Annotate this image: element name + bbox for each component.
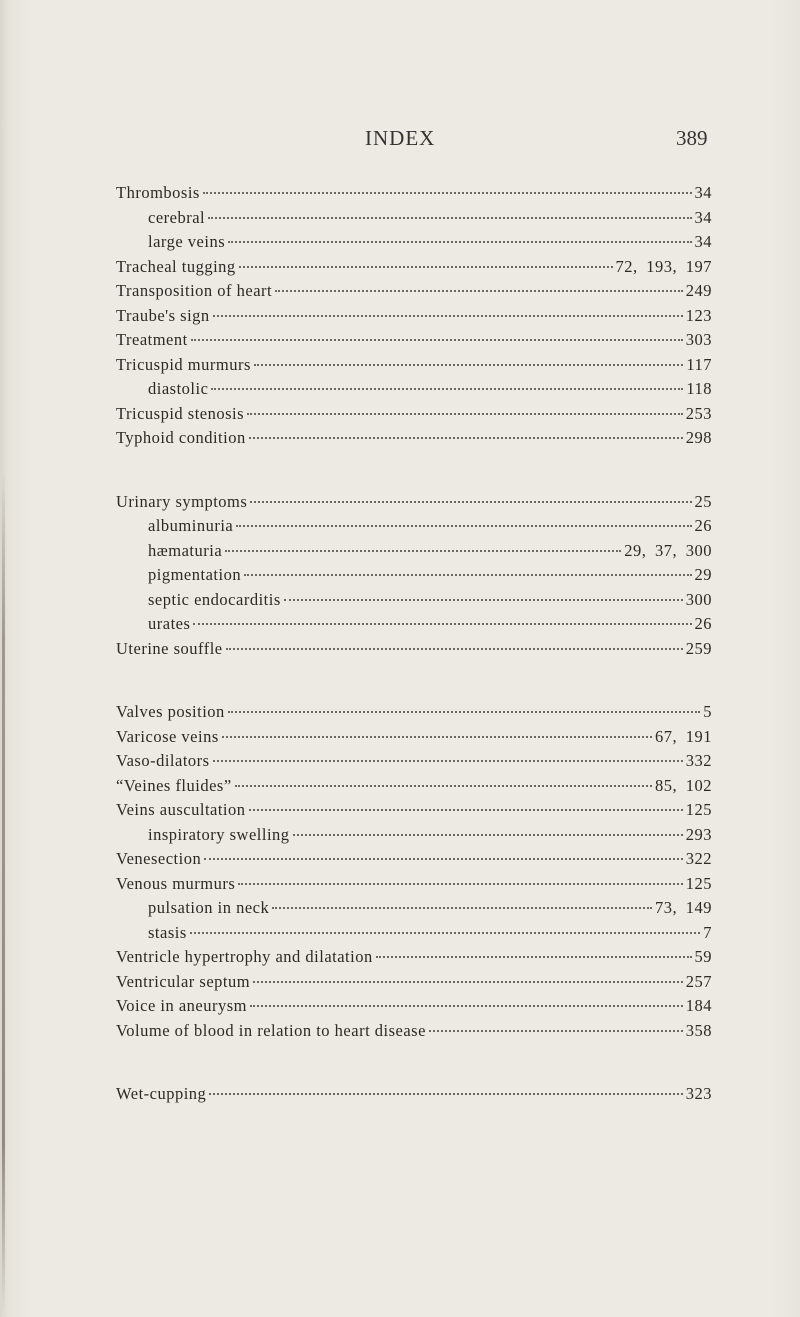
index-entry	[116, 751, 712, 776]
entry-pages: 125	[685, 800, 712, 819]
dot-leader	[254, 364, 683, 366]
entry-term: Voice in aneurysm	[116, 996, 248, 1015]
entry-pages: 257	[685, 971, 712, 991]
dot-leader	[190, 932, 700, 934]
entry-term: inspiratory swelling	[148, 824, 290, 844]
entry-pages: 34	[694, 232, 712, 251]
dot-leader	[244, 574, 691, 576]
index-entry	[116, 183, 712, 208]
index-subentry	[116, 898, 712, 923]
dot-leader	[204, 858, 683, 860]
index-group	[116, 1084, 712, 1109]
entry-pages: 29, 37, 300	[624, 540, 712, 560]
entry-pages: 34	[694, 207, 712, 227]
index-subentry	[116, 379, 712, 404]
entry-pages: 26	[694, 614, 712, 633]
index-list	[116, 183, 712, 1109]
dot-leader	[193, 623, 691, 625]
index-entry	[116, 849, 712, 874]
dot-leader	[228, 711, 700, 713]
entry-pages: 249	[685, 281, 712, 300]
dot-leader	[228, 241, 691, 243]
dot-leader	[211, 388, 683, 390]
entry-term: albuminuria	[148, 516, 234, 535]
index-subentry	[116, 590, 712, 615]
dot-leader	[249, 437, 683, 439]
index-subentry	[116, 614, 712, 639]
dot-leader	[236, 525, 691, 527]
entry-term: Treatment	[116, 330, 188, 349]
index-subentry	[116, 923, 712, 948]
entry-term: stasis	[148, 922, 187, 942]
dot-leader	[213, 760, 683, 762]
entry-pages: 322	[685, 849, 712, 868]
dot-leader	[275, 290, 683, 292]
index-entry	[116, 404, 712, 429]
index-group	[116, 183, 712, 453]
entry-pages: 300	[685, 589, 712, 609]
dot-leader	[247, 413, 683, 415]
dot-leader	[222, 736, 652, 738]
entry-term: pulsation in neck	[148, 898, 270, 917]
entry-pages: 332	[685, 751, 712, 770]
index-entry	[116, 257, 712, 282]
entry-term: diastolic	[148, 379, 209, 398]
entry-pages: 85, 102	[655, 775, 712, 795]
running-title: INDEX	[365, 126, 436, 150]
entry-term: Transposition of heart	[116, 281, 273, 300]
entry-term: pigmentation	[148, 565, 242, 584]
entry-pages: 358	[685, 1020, 712, 1040]
entry-term: large veins	[148, 232, 226, 251]
dot-leader	[235, 785, 652, 787]
entry-term: Varicose veins	[116, 726, 219, 746]
index-subentry	[116, 208, 712, 233]
entry-pages: 123	[685, 305, 712, 325]
dot-leader	[293, 834, 683, 836]
index-entry	[116, 776, 712, 801]
entry-term: Volume of blood in relation to heart disease	[116, 1020, 426, 1040]
entry-pages: 34	[694, 183, 712, 202]
index-subentry	[116, 541, 712, 566]
index-entry	[116, 492, 712, 517]
entry-term: Veins auscultation	[116, 800, 246, 819]
dot-leader	[238, 883, 682, 885]
index-entry	[116, 727, 712, 752]
dot-leader	[225, 550, 621, 552]
entry-term: Wet-cupping	[116, 1084, 207, 1103]
index-entry	[116, 428, 712, 453]
entry-term: urates	[148, 614, 191, 633]
entry-term: Traube's sign	[116, 305, 210, 325]
dot-leader	[239, 266, 613, 268]
entry-term: Ventricular septum	[116, 971, 251, 991]
entry-term: Urinary symptoms	[116, 491, 248, 511]
dot-leader	[191, 339, 683, 341]
entry-term: Valves position	[116, 702, 225, 721]
dot-leader	[284, 599, 683, 601]
entry-term: Vaso-dilators	[116, 751, 210, 770]
entry-pages: 59	[694, 947, 712, 966]
entry-pages: 67, 191	[655, 726, 712, 746]
index-entry	[116, 702, 712, 727]
index-subentry	[116, 565, 712, 590]
entry-term: Tricuspid stenosis	[116, 403, 245, 423]
index-entry	[116, 972, 712, 997]
index-subentry	[116, 232, 712, 257]
index-entry	[116, 1021, 712, 1046]
dot-leader	[253, 981, 683, 983]
entry-pages: 259	[685, 638, 712, 658]
index-group	[116, 492, 712, 664]
page-header	[0, 126, 800, 156]
dot-leader	[208, 217, 691, 219]
entry-term: Ventricle hypertrophy and dilatation	[116, 947, 373, 966]
index-entry	[116, 947, 712, 972]
index-group	[116, 702, 712, 1045]
entry-pages: 72, 193, 197	[615, 256, 712, 276]
dot-leader	[249, 809, 683, 811]
entry-pages: 298	[685, 428, 712, 447]
index-subentry	[116, 825, 712, 850]
index-subentry	[116, 516, 712, 541]
dot-leader	[250, 1005, 683, 1007]
dot-leader	[203, 192, 692, 194]
entry-term: Typhoid condition	[116, 428, 246, 447]
dot-leader	[250, 501, 691, 503]
entry-pages: 5	[703, 702, 712, 721]
index-entry	[116, 639, 712, 664]
entry-pages: 7	[703, 922, 712, 942]
entry-pages: 253	[685, 403, 712, 423]
entry-term: cerebral	[148, 207, 206, 227]
index-entry	[116, 800, 712, 825]
entry-term: hæmaturia	[148, 540, 223, 560]
entry-term: Tricuspid murmurs	[116, 354, 251, 374]
dot-leader	[209, 1093, 682, 1095]
page-gutter-shadow	[2, 470, 5, 1310]
entry-term: Venesection	[116, 849, 202, 868]
dot-leader	[213, 315, 683, 317]
index-entry	[116, 330, 712, 355]
dot-leader	[272, 907, 652, 909]
entry-pages: 73, 149	[655, 898, 712, 917]
entry-pages: 293	[685, 824, 712, 844]
entry-pages: 26	[694, 516, 712, 535]
index-entry	[116, 306, 712, 331]
entry-pages: 118	[686, 379, 712, 398]
page-number: 389	[676, 126, 708, 150]
entry-pages: 303	[685, 330, 712, 349]
entry-term: Uterine souffle	[116, 638, 223, 658]
entry-pages: 184	[685, 996, 712, 1015]
entry-term: Venous murmurs	[116, 873, 236, 893]
entry-pages: 323	[685, 1084, 712, 1103]
entry-term: “Veines fluides”	[116, 775, 232, 795]
index-entry	[116, 1084, 712, 1109]
entry-term: septic endocarditis	[148, 589, 281, 609]
entry-term: Tracheal tugging	[116, 256, 236, 276]
entry-pages: 125	[685, 873, 712, 893]
index-entry	[116, 281, 712, 306]
entry-pages: 117	[686, 354, 712, 374]
entry-pages: 25	[694, 491, 712, 511]
dot-leader	[376, 956, 692, 958]
index-entry	[116, 996, 712, 1021]
index-entry	[116, 874, 712, 899]
entry-term: Thrombosis	[116, 183, 200, 202]
dot-leader	[226, 648, 683, 650]
index-entry	[116, 355, 712, 380]
entry-pages: 29	[694, 565, 712, 584]
dot-leader	[429, 1030, 683, 1032]
